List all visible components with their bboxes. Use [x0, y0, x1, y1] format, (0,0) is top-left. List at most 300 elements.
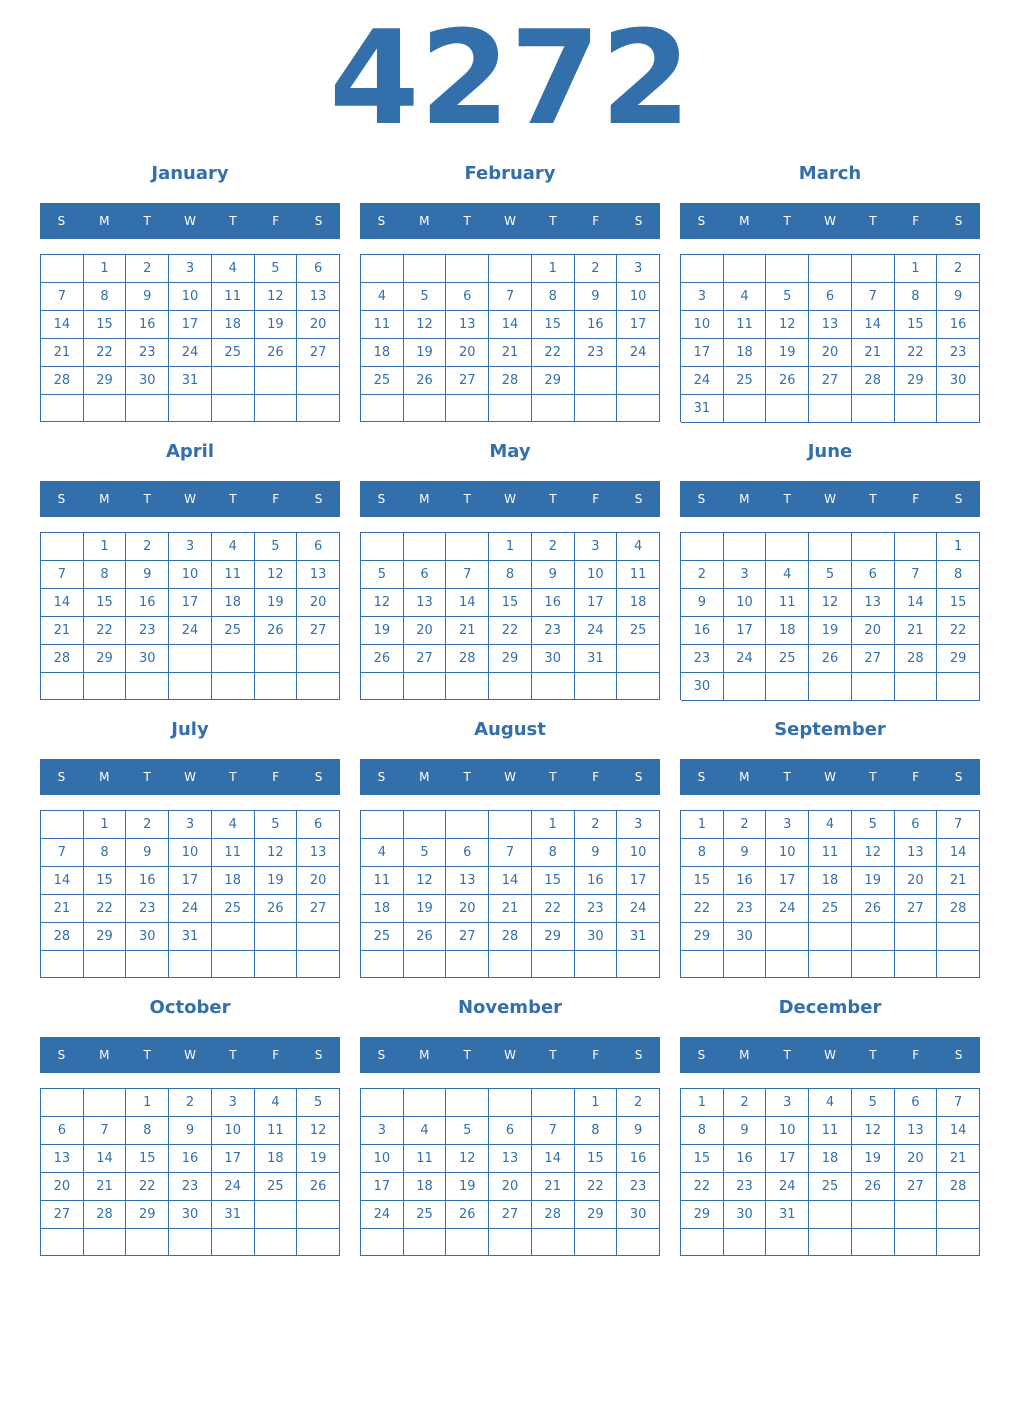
empty-day-cell: [255, 395, 298, 422]
empty-day-cell: [809, 1229, 852, 1256]
day-cell: 1: [937, 533, 980, 561]
day-cell: 13: [852, 589, 895, 617]
day-cell: 26: [255, 895, 298, 923]
weekday-label: F: [592, 770, 600, 784]
day-cell: 2: [532, 533, 575, 561]
day-cell: 1: [681, 1089, 724, 1117]
empty-day-cell: [724, 395, 767, 423]
empty-day-cell: [852, 951, 895, 978]
day-cell: 12: [852, 1117, 895, 1145]
empty-day-cell: [681, 255, 724, 283]
empty-day-cell: [489, 811, 532, 839]
empty-day-cell: [297, 923, 340, 951]
day-cell: 2: [937, 255, 980, 283]
weekday-label: F: [272, 1048, 280, 1062]
day-cell: 26: [446, 1201, 489, 1229]
empty-day-cell: [809, 533, 852, 561]
weekday-label: S: [634, 214, 643, 228]
day-grid: [680, 254, 980, 422]
day-cell: 24: [766, 1173, 809, 1201]
empty-day-cell: [446, 533, 489, 561]
day-cell: 16: [617, 1145, 660, 1173]
day-cell: 3: [169, 811, 212, 839]
day-cell: 23: [126, 617, 169, 645]
empty-day-cell: [212, 1229, 255, 1256]
empty-day-cell: [255, 1229, 298, 1256]
empty-day-cell: [532, 395, 575, 422]
day-cell: 2: [617, 1089, 660, 1117]
day-cell: 14: [532, 1145, 575, 1173]
empty-day-cell: [361, 395, 404, 422]
empty-day-cell: [766, 255, 809, 283]
empty-day-cell: [617, 1229, 660, 1256]
day-cell: 12: [297, 1117, 340, 1145]
weekday-label: T: [229, 492, 237, 506]
day-cell: 23: [532, 617, 575, 645]
day-cell: 25: [212, 339, 255, 367]
day-cell: 13: [297, 283, 340, 311]
day-cell: 25: [404, 1201, 447, 1229]
weekday-label: S: [57, 770, 66, 784]
day-cell: 4: [809, 811, 852, 839]
empty-day-cell: [532, 1089, 575, 1117]
weekday-label: T: [549, 1048, 557, 1062]
empty-day-cell: [724, 1229, 767, 1256]
day-cell: 13: [446, 867, 489, 895]
day-cell: 29: [84, 367, 127, 395]
weekday-label: T: [783, 1048, 791, 1062]
day-cell: 9: [724, 839, 767, 867]
day-grid: [680, 532, 980, 700]
day-cell: 22: [937, 617, 980, 645]
day-cell: 3: [169, 533, 212, 561]
day-cell: 22: [126, 1173, 169, 1201]
day-cell: 14: [41, 867, 84, 895]
month-title: January: [151, 163, 229, 184]
day-cell: 28: [489, 923, 532, 951]
day-cell: 11: [404, 1145, 447, 1173]
day-cell: 31: [681, 395, 724, 423]
day-cell: 9: [532, 561, 575, 589]
day-cell: 14: [41, 589, 84, 617]
weekday-label: S: [314, 770, 323, 784]
day-cell: 19: [255, 867, 298, 895]
day-cell: 15: [937, 589, 980, 617]
day-cell: 15: [532, 311, 575, 339]
empty-day-cell: [404, 1229, 447, 1256]
day-cell: 16: [724, 867, 767, 895]
weekday-header: [40, 481, 340, 517]
day-cell: 4: [809, 1089, 852, 1117]
day-cell: 23: [724, 1173, 767, 1201]
day-cell: 27: [489, 1201, 532, 1229]
weekday-label: T: [869, 492, 877, 506]
day-cell: 9: [169, 1117, 212, 1145]
empty-day-cell: [766, 923, 809, 951]
empty-day-cell: [895, 1229, 938, 1256]
day-cell: 24: [212, 1173, 255, 1201]
day-cell: 25: [724, 367, 767, 395]
day-cell: 25: [255, 1173, 298, 1201]
weekday-label: M: [419, 492, 430, 506]
month-title: October: [149, 997, 231, 1018]
day-cell: 9: [575, 839, 618, 867]
weekday-header: [680, 759, 980, 795]
day-cell: 4: [724, 283, 767, 311]
day-cell: 24: [681, 367, 724, 395]
day-cell: 19: [809, 617, 852, 645]
day-cell: 29: [532, 367, 575, 395]
empty-day-cell: [575, 367, 618, 395]
day-cell: 10: [575, 561, 618, 589]
day-cell: 25: [766, 645, 809, 673]
empty-day-cell: [895, 395, 938, 423]
day-cell: 14: [489, 867, 532, 895]
day-cell: 13: [446, 311, 489, 339]
empty-day-cell: [681, 533, 724, 561]
day-cell: 5: [297, 1089, 340, 1117]
weekday-label: T: [549, 214, 557, 228]
day-cell: 24: [617, 895, 660, 923]
day-cell: 31: [575, 645, 618, 673]
day-cell: 28: [895, 645, 938, 673]
month-title: August: [474, 719, 546, 740]
empty-day-cell: [617, 645, 660, 673]
weekday-header: [40, 759, 340, 795]
day-cell: 13: [41, 1145, 84, 1173]
day-grid: [40, 810, 340, 978]
empty-day-cell: [446, 395, 489, 422]
weekday-header: [680, 1037, 980, 1073]
weekday-label: T: [229, 770, 237, 784]
day-cell: 3: [724, 561, 767, 589]
day-cell: 13: [809, 311, 852, 339]
empty-day-cell: [617, 673, 660, 700]
day-cell: 17: [169, 867, 212, 895]
day-cell: 8: [126, 1117, 169, 1145]
weekday-label: S: [634, 1048, 643, 1062]
day-cell: 16: [532, 589, 575, 617]
day-cell: 5: [255, 255, 298, 283]
weekday-label: S: [634, 770, 643, 784]
empty-day-cell: [126, 1229, 169, 1256]
day-cell: 4: [404, 1117, 447, 1145]
day-cell: 15: [575, 1145, 618, 1173]
weekday-label: W: [824, 770, 836, 784]
empty-day-cell: [724, 673, 767, 701]
day-cell: 14: [852, 311, 895, 339]
day-cell: 9: [126, 839, 169, 867]
day-cell: 25: [809, 895, 852, 923]
day-cell: 26: [852, 1173, 895, 1201]
day-cell: 18: [809, 1145, 852, 1173]
day-cell: 23: [937, 339, 980, 367]
day-cell: 11: [617, 561, 660, 589]
empty-day-cell: [297, 367, 340, 395]
weekday-label: T: [869, 214, 877, 228]
day-cell: 12: [809, 589, 852, 617]
day-cell: 2: [575, 811, 618, 839]
day-cell: 30: [126, 645, 169, 673]
month-title: March: [798, 163, 862, 184]
day-cell: 25: [212, 617, 255, 645]
day-cell: 6: [297, 533, 340, 561]
empty-day-cell: [361, 255, 404, 283]
empty-day-cell: [361, 673, 404, 700]
day-cell: 2: [724, 1089, 767, 1117]
empty-day-cell: [404, 395, 447, 422]
day-cell: 17: [212, 1145, 255, 1173]
day-cell: 26: [852, 895, 895, 923]
day-cell: 8: [532, 283, 575, 311]
day-cell: 14: [84, 1145, 127, 1173]
day-cell: 10: [681, 311, 724, 339]
day-cell: 7: [532, 1117, 575, 1145]
empty-day-cell: [766, 951, 809, 978]
day-cell: 10: [169, 561, 212, 589]
day-cell: 30: [126, 367, 169, 395]
day-cell: 22: [84, 617, 127, 645]
day-cell: 20: [895, 1145, 938, 1173]
day-cell: 25: [361, 923, 404, 951]
day-cell: 4: [212, 811, 255, 839]
day-cell: 21: [41, 895, 84, 923]
empty-day-cell: [41, 255, 84, 283]
day-cell: 15: [126, 1145, 169, 1173]
day-cell: 20: [852, 617, 895, 645]
day-cell: 20: [446, 895, 489, 923]
day-cell: 21: [532, 1173, 575, 1201]
day-cell: 16: [681, 617, 724, 645]
day-cell: 27: [297, 339, 340, 367]
weekday-label: S: [57, 1048, 66, 1062]
day-cell: 2: [169, 1089, 212, 1117]
day-cell: 19: [361, 617, 404, 645]
day-cell: 11: [724, 311, 767, 339]
day-cell: 31: [169, 923, 212, 951]
day-cell: 23: [575, 895, 618, 923]
day-cell: 3: [361, 1117, 404, 1145]
empty-day-cell: [937, 395, 980, 423]
empty-day-cell: [532, 951, 575, 978]
day-cell: 21: [937, 1145, 980, 1173]
day-cell: 22: [681, 1173, 724, 1201]
day-cell: 4: [361, 839, 404, 867]
day-grid: [360, 1088, 660, 1256]
day-cell: 15: [681, 867, 724, 895]
day-cell: 17: [617, 311, 660, 339]
day-cell: 15: [84, 867, 127, 895]
day-cell: 25: [212, 895, 255, 923]
day-cell: 5: [852, 811, 895, 839]
day-cell: 16: [169, 1145, 212, 1173]
weekday-header: [360, 1037, 660, 1073]
day-cell: 10: [617, 283, 660, 311]
empty-day-cell: [895, 1201, 938, 1229]
day-cell: 27: [297, 895, 340, 923]
day-cell: 29: [84, 645, 127, 673]
day-cell: 2: [126, 255, 169, 283]
weekday-label: M: [739, 492, 750, 506]
day-cell: 10: [724, 589, 767, 617]
day-cell: 7: [446, 561, 489, 589]
day-cell: 12: [766, 311, 809, 339]
day-grid: [40, 1088, 340, 1256]
weekday-header: [360, 203, 660, 239]
day-cell: 26: [404, 367, 447, 395]
empty-day-cell: [446, 951, 489, 978]
day-cell: 6: [41, 1117, 84, 1145]
day-cell: 13: [297, 561, 340, 589]
weekday-header: [40, 1037, 340, 1073]
day-cell: 19: [404, 895, 447, 923]
day-cell: 6: [895, 1089, 938, 1117]
day-cell: 11: [255, 1117, 298, 1145]
day-cell: 4: [766, 561, 809, 589]
day-cell: 6: [852, 561, 895, 589]
empty-day-cell: [255, 923, 298, 951]
day-cell: 5: [766, 283, 809, 311]
weekday-label: T: [143, 770, 151, 784]
day-cell: 20: [297, 867, 340, 895]
weekday-label: T: [463, 492, 471, 506]
weekday-label: M: [739, 1048, 750, 1062]
day-cell: 12: [255, 561, 298, 589]
empty-day-cell: [809, 951, 852, 978]
weekday-label: F: [912, 770, 920, 784]
weekday-label: F: [912, 492, 920, 506]
day-cell: 23: [126, 895, 169, 923]
weekday-label: F: [592, 214, 600, 228]
day-cell: 6: [404, 561, 447, 589]
day-cell: 7: [852, 283, 895, 311]
day-cell: 15: [84, 311, 127, 339]
day-cell: 19: [404, 339, 447, 367]
day-cell: 19: [852, 1145, 895, 1173]
weekday-label: W: [824, 492, 836, 506]
weekday-label: T: [143, 1048, 151, 1062]
empty-day-cell: [489, 1089, 532, 1117]
day-cell: 22: [681, 895, 724, 923]
empty-day-cell: [532, 673, 575, 700]
day-cell: 7: [41, 839, 84, 867]
empty-day-cell: [361, 951, 404, 978]
day-cell: 12: [255, 283, 298, 311]
day-cell: 28: [41, 367, 84, 395]
empty-day-cell: [575, 951, 618, 978]
weekday-label: S: [697, 1048, 706, 1062]
day-cell: 8: [895, 283, 938, 311]
empty-day-cell: [297, 1229, 340, 1256]
day-cell: 9: [126, 561, 169, 589]
day-cell: 27: [446, 923, 489, 951]
day-cell: 28: [852, 367, 895, 395]
day-cell: 5: [255, 533, 298, 561]
weekday-label: T: [869, 1048, 877, 1062]
weekday-label: M: [419, 1048, 430, 1062]
day-cell: 8: [84, 839, 127, 867]
day-cell: 2: [724, 811, 767, 839]
weekday-label: F: [592, 492, 600, 506]
day-cell: 9: [575, 283, 618, 311]
month-title: July: [171, 719, 209, 740]
day-cell: 2: [575, 255, 618, 283]
empty-day-cell: [361, 1229, 404, 1256]
day-cell: 31: [766, 1201, 809, 1229]
weekday-label: F: [592, 1048, 600, 1062]
empty-day-cell: [212, 923, 255, 951]
weekday-label: T: [869, 770, 877, 784]
empty-day-cell: [724, 533, 767, 561]
weekday-label: S: [314, 214, 323, 228]
weekday-label: W: [824, 1048, 836, 1062]
weekday-label: M: [419, 214, 430, 228]
empty-day-cell: [766, 395, 809, 423]
day-cell: 27: [895, 895, 938, 923]
empty-day-cell: [809, 673, 852, 701]
day-cell: 31: [169, 367, 212, 395]
day-cell: 10: [169, 839, 212, 867]
empty-day-cell: [895, 673, 938, 701]
empty-day-cell: [937, 951, 980, 978]
day-cell: 14: [446, 589, 489, 617]
month-title: May: [489, 441, 531, 462]
empty-day-cell: [255, 1201, 298, 1229]
empty-day-cell: [724, 255, 767, 283]
empty-day-cell: [937, 1229, 980, 1256]
day-cell: 8: [489, 561, 532, 589]
month-title: June: [807, 441, 853, 462]
day-cell: 19: [446, 1173, 489, 1201]
weekday-label: F: [272, 770, 280, 784]
empty-day-cell: [446, 255, 489, 283]
empty-day-cell: [852, 1229, 895, 1256]
day-cell: 16: [126, 311, 169, 339]
day-cell: 22: [575, 1173, 618, 1201]
day-cell: 4: [617, 533, 660, 561]
empty-day-cell: [41, 951, 84, 978]
weekday-label: M: [99, 492, 110, 506]
day-cell: 17: [169, 589, 212, 617]
day-cell: 16: [724, 1145, 767, 1173]
weekday-label: T: [463, 770, 471, 784]
day-cell: 12: [255, 839, 298, 867]
empty-day-cell: [575, 673, 618, 700]
day-cell: 11: [809, 839, 852, 867]
day-cell: 22: [84, 339, 127, 367]
day-cell: 5: [361, 561, 404, 589]
empty-day-cell: [404, 533, 447, 561]
day-cell: 1: [681, 811, 724, 839]
empty-day-cell: [809, 395, 852, 423]
day-cell: 22: [895, 339, 938, 367]
weekday-label: S: [377, 492, 386, 506]
weekday-label: T: [143, 492, 151, 506]
day-cell: 20: [489, 1173, 532, 1201]
day-cell: 24: [169, 339, 212, 367]
weekday-label: W: [504, 492, 516, 506]
day-cell: 1: [489, 533, 532, 561]
day-cell: 7: [84, 1117, 127, 1145]
day-cell: 16: [126, 867, 169, 895]
empty-day-cell: [255, 367, 298, 395]
day-cell: 21: [852, 339, 895, 367]
empty-day-cell: [852, 533, 895, 561]
day-cell: 7: [489, 283, 532, 311]
day-cell: 31: [212, 1201, 255, 1229]
weekday-label: W: [184, 770, 196, 784]
weekday-label: S: [697, 770, 706, 784]
